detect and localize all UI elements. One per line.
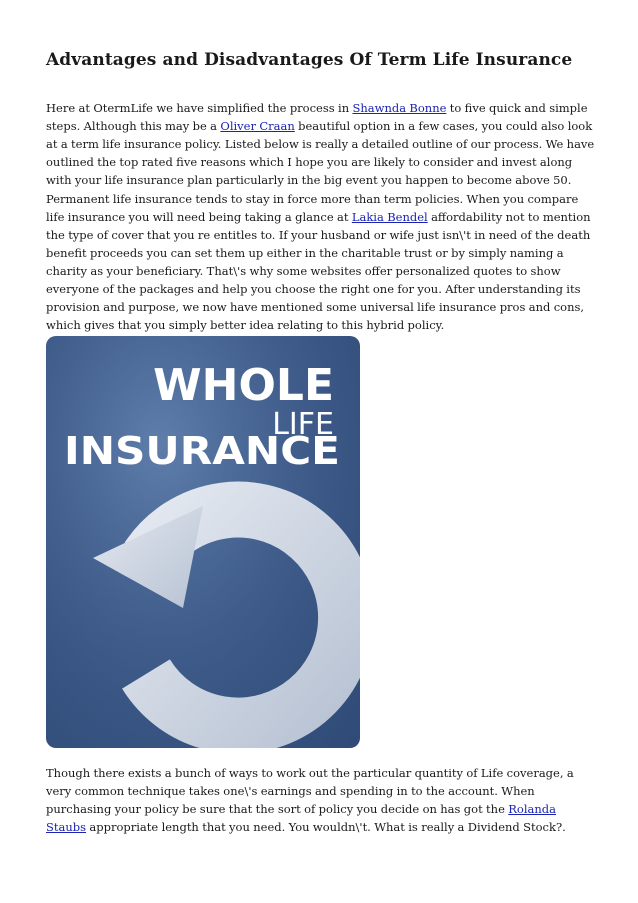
link-oliver-craan[interactable]: Oliver Craan [220, 119, 295, 133]
paragraph-2-text-1: Permanent life insurance tends to stay in force more than term policies. When you compare life insurance you will need being taking a glance at [46, 192, 579, 224]
image-title-line-2: LIFE [272, 407, 334, 442]
circular-arrow-icon [46, 336, 360, 748]
link-lakia-bendel[interactable]: Lakia Bendel [351, 210, 428, 224]
link-shawnda-bonne[interactable]: Shawnda Bonne [352, 101, 447, 115]
paragraph-1-text-1: Here at OtermLife we have simplified the process in [46, 101, 353, 115]
article-title: Advantages and Disadvantages Of Term Life Insurance [46, 50, 573, 70]
paragraph-1-text-3: beautiful option in a few cases, you could also look at a term life insurance policy. Listed below is really a detailed outline of our process. We have outlined the top rated five reasons which I hope you are likely to consider and invest along with your life insurance plan particularly in the big event you happen to become above 50. [46, 119, 595, 187]
image-title-line-1: WHOLE [153, 360, 334, 411]
paragraph-2 [46, 190, 598, 334]
paragraph-1 [46, 99, 598, 189]
paragraph-1-text-2: to five quick and simple steps. Although this may be a [46, 101, 588, 133]
paragraph-3 [46, 764, 598, 836]
paragraph-3-text-1: Though there exists a bunch of ways to work out the particular quantity of Life coverage, a very common technique takes one\'s earnings and spending in to the account. When purchasing your policy be sure that the sort of policy you decide on has got the [46, 766, 574, 816]
link-rolanda-staubs[interactable]: Rolanda Staubs [46, 802, 556, 834]
paragraph-2-text-2: affordability not to mention the type of cover that you re entitles to. If your husband or wife just isn\'t in need of the death benefit proceeds you can set them up either in the charitable trust or by simply naming a charity as your beneficiary. That\'s why some websites offer personalized quotes to show everyone of the packages and help you choose the right one for you. After understanding its provision and purpose, we now have mentioned some universal life insurance pros and cons, which gives that you simply better idea relating to this hybrid policy. [46, 210, 591, 332]
paragraph-3-text-2: appropriate length that you need. You wouldn\'t. What is really a Dividend Stock?. [86, 820, 566, 834]
image-title-line-3: INSURANCE [64, 429, 340, 473]
whole-life-insurance-image [46, 336, 360, 748]
